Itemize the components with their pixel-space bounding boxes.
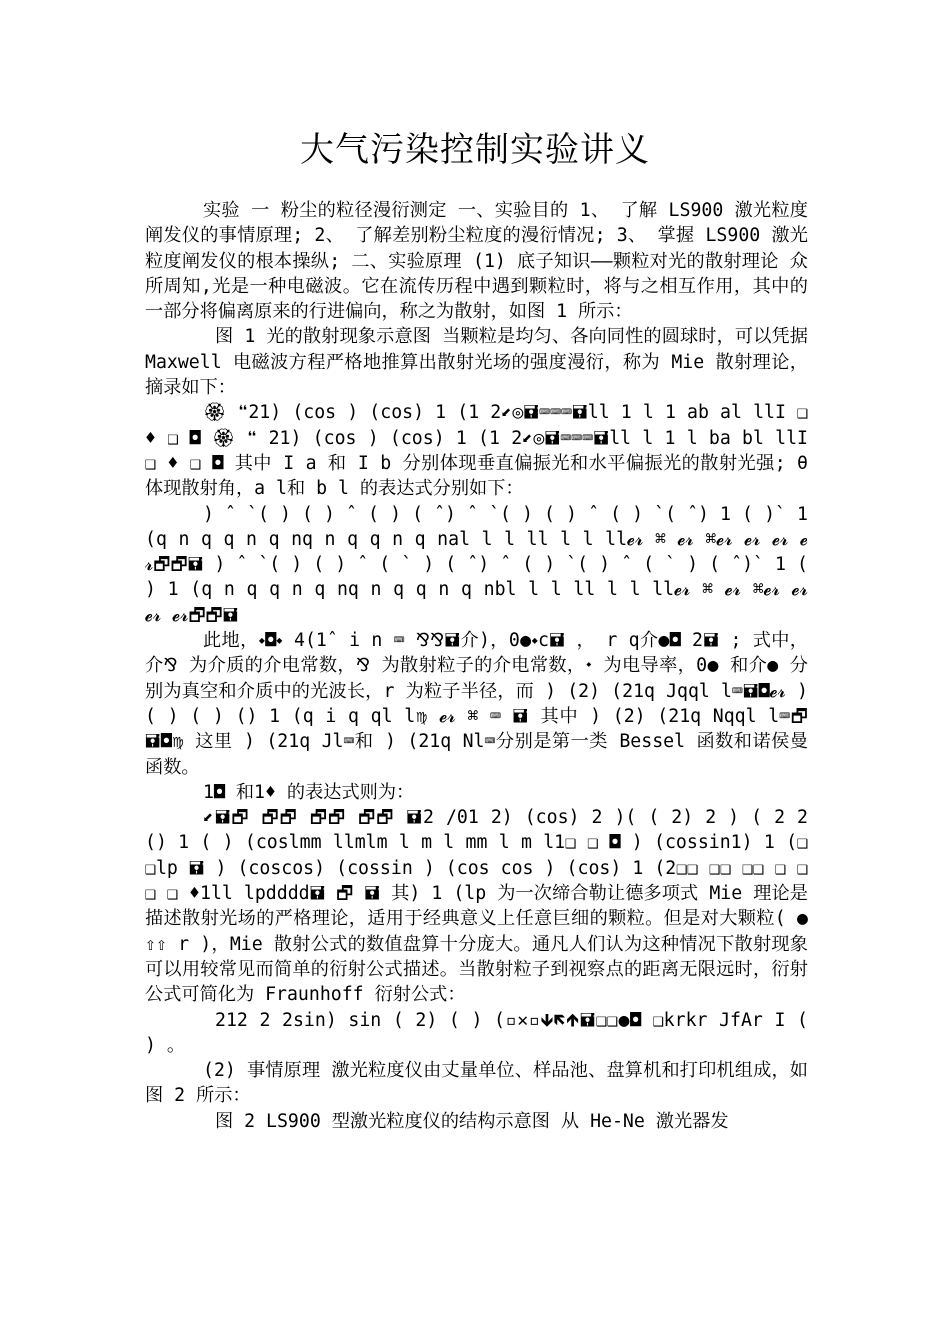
document-body [145,198,808,1134]
paragraph-definitions: 此地，⬩◘⬩ 4(1ˆ i n ⌨ ⅋⅋🖬介)，0●⬩c🖬 ， r q介●◘ 2🖬 ; 式中，介⅋ 为介质的介电常数，⅋ 为散射粒子的介电常数，⬩ 为电导率，0● 和介● 分别为真空和介质中的光波长，r 为粒子半径，而 ) (2) (21q Jqql l⌨🖬◘𝓮𝓻 ) ( ) ( ) () 1 (q i q ql l♍ 𝓮𝓻 ⌘ ⌨ 🖬 其中 ) (2) (21q Nqql l⌨🗗 🖬◘♍ 这里 ) (21q Jl⌨和 ) (21q Nl⌨分别是第一类 Bessel 函数和诺侯曼函数。 [145,630,808,778]
paragraph-intensity-formula: 🏵 ❝21) (cos ) (cos) 1 (1 2⬋◎🖬⌨⌨⌨🖬ll 1 l 1 ab al llI ❑ ♦ ❑ ◘ 🏵 ❝ 21) (cos ) (cos) 1 (1 2⬋◎🖬⌨⌨⌨🖬ll l 1 l ba bl llI ❑ ♦ ❑ ◘ 其中 I a 和 I b 分别体现垂直偏振光和水平偏振光的散射光强; θ 体现散射角，a l和 b l 的表达式分别如下： [145,402,808,500]
paragraph-figure-2: 图 2 LS900 型激光粒度仪的结构示意图 从 He-Ne 激光器发 [215,1110,729,1132]
paragraph-experiment-intro: 实验 一 粉尘的粒径漫衍测定 一、实验目的 1、 了解 LS900 激光粒度阐发仪的事情原理; 2、 了解差别粉尘粒度的漫衍情况; 3、 掌握 LS900 激光粒度阐发仪的根本操纵; 二、实验原理 (1) 底子知识——颗粒对光的散射理论 众所周知,光是一种电磁波。它在流传历程中遇到颗粒时，将与之相互作用，其中的一部分将偏离原来的行进偏向，称之为散射，如图 1 所示： [145,200,808,323]
paragraph-figure-1-mie: 图 1 光的散射现象示意图 当颗粒是均匀、各向同性的圆球时，可以凭据 Maxwell 电磁波方程严格地推算出散射光场的强度漫衍，称为 Mie 散射理论，摘录如下： [145,326,808,399]
paragraph-coefficient-formula: ) ˆ `( ) ( ) ˆ ( ) ( ˆ) ˆ `( ) ( ) ˆ ( ) `( ˆ) 1 ( )` 1 (q n q q n q nq n q q n q nal l l ll l l ll𝓮𝓻 ⌘ 𝓮𝓻 ⌘𝓮𝓻 𝓮𝓻 𝓮𝓻 𝓮𝓻🗗🗗🖬 ) ˆ `( ) ( ) ˆ ( ` ) ( ˆ) ˆ ( ) `( ) ˆ ( ` ) ( ˆ)` 1 ( ) 1 (q n q q n q nq n q q n q nbl l l ll l l ll𝓮𝓻 ⌘ 𝓮𝓻 ⌘𝓮𝓻 𝓮𝓻 𝓮𝓻 𝓮𝓻🗗🗗🖬 [145,503,808,626]
paragraph-working-principle: (2) 事情原理 激光粒度仪由丈量单位、样品池、盘算机和打印机组成，如图 2 所示： [145,1060,808,1107]
paragraph-legendre-mie: ⬋🖬🗗 🗗🗗 🗗🗗 🗗🗗 🖬2 /01 2) (cos) 2 )( ( 2) 2 ) ( 2 2 () 1 ( ) (coslmm llmlm l m l mm l m l1❑ ❑ ◘ ) (cossin1) 1 (❑❑lp 🖬 ) (coscos) (cossin ) (cos cos ) (cos) 1 (2❑❑ ❑❑ ❑❑ ❑ ❑❑ ❑ ♦1ll lpdddd🖬 🗗 🖬 其) 1 (lp 为一次缔合勒让德多项式 Mie 理论是描述散射光场的严格理论，适用于经典意义上任意巨细的颗粒。但是对大颗粒( ● ⇧⇧ r )，Mie 散射公式的数值盘算十分庞大。通凡人们认为这种情况下散射现象可以用较常见而简单的衍射公式描述。当散射粒子到视察点的距离无限远时，衍射公式可简化为 Fraunhoff 衍射公式： [145,807,808,1006]
paragraph-fraunhoff-formula: 212 2 2sin) sin ( 2) ( ) (▫✕▫🡻🡼🡹🖬❑❑●◘ ❑krkr JfAr I ( ) 。 [145,1009,808,1056]
paragraph-expressions-heading: 1◘ 和1♦ 的表达式则为： [203,781,415,803]
document-title: 大气污染控制实验讲义 [300,130,650,170]
